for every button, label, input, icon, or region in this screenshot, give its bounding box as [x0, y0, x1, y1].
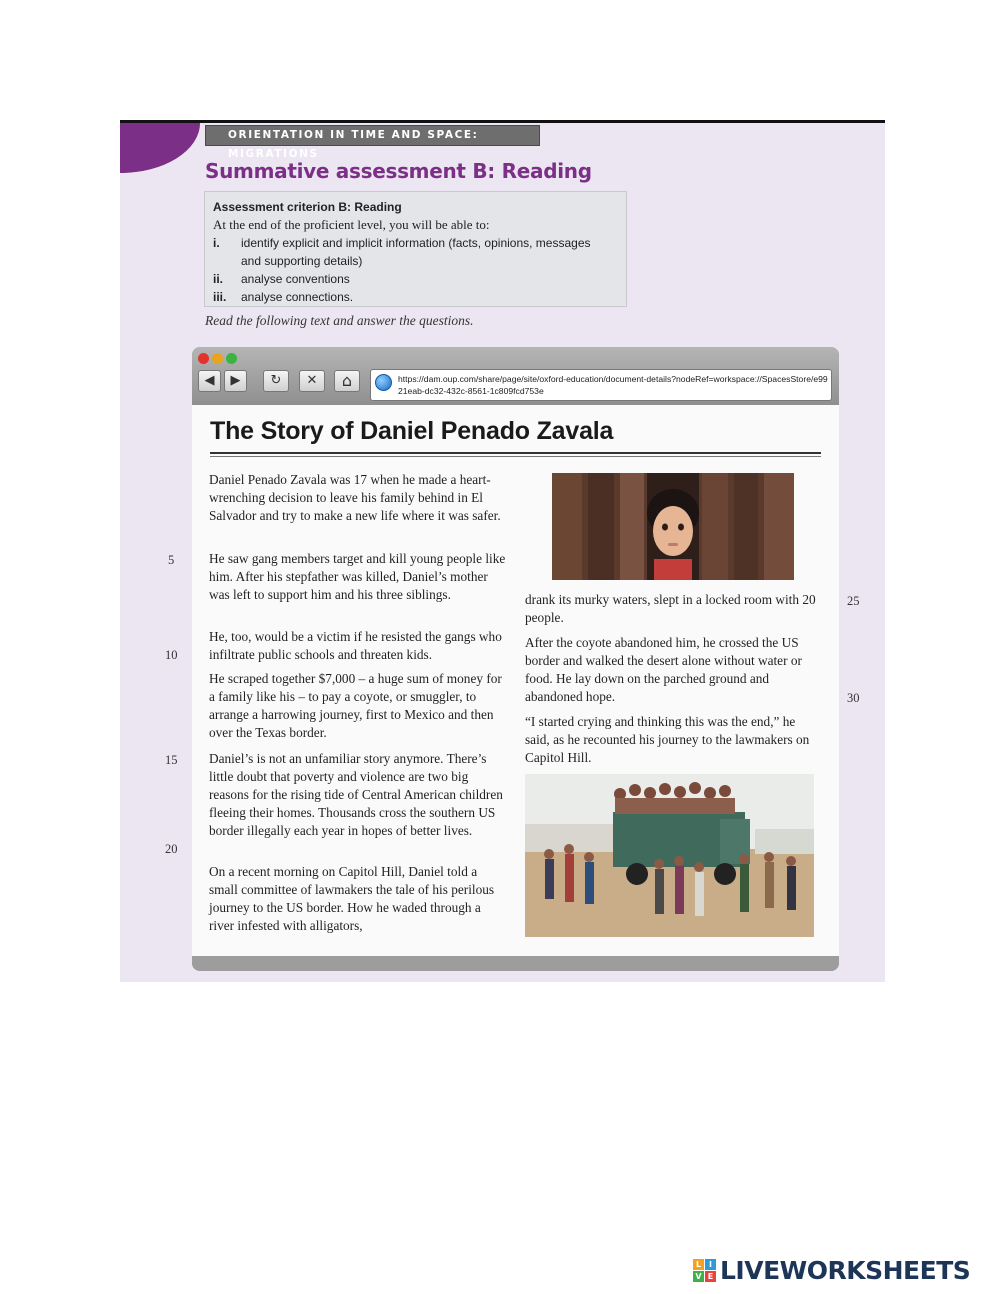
criteria-item — [213, 234, 618, 252]
article-paragraph: Daniel’s is not an unfamiliar story anymore. There’s little doubt that poverty and violence are two big reasons for the rising tide of Central American children fleeing their homes. Thousands cross the southern US border illegally each year in hopes of better lives. — [209, 751, 503, 838]
section-strip: ORIENTATION IN TIME AND SPACE: MIGRATIONS — [205, 125, 540, 146]
criteria-item — [213, 288, 618, 306]
criteria-item-number: ii. — [213, 272, 224, 286]
logo-tile: I — [705, 1259, 716, 1270]
stop-button[interactable]: ✕ — [299, 370, 325, 392]
logo-tiles-icon — [693, 1259, 716, 1282]
title-divider — [210, 452, 821, 454]
address-bar[interactable] — [370, 369, 832, 401]
criteria-item — [213, 270, 618, 288]
logo-text: LIVEWORKSHEETS — [720, 1255, 971, 1285]
criteria-title: Assessment criterion B: Reading — [213, 200, 402, 214]
forward-button[interactable]: ▶ — [224, 370, 247, 392]
criteria-item-text: identify explicit and implicit information (facts, opinions, messages — [241, 236, 591, 250]
logo-tile: V — [693, 1271, 704, 1282]
title-divider-thin — [210, 456, 821, 457]
page-title: Summative assessment B: Reading — [205, 159, 592, 183]
criteria-item-number: iii. — [213, 290, 227, 304]
close-window-dot-icon[interactable] — [198, 353, 209, 364]
criteria-item-text: analyse conventions — [241, 272, 350, 286]
criteria-item-text: analyse connections. — [241, 290, 354, 304]
article-paragraph: He saw gang members target and kill young people like him. After his stepfather was killed, Daniel’s mother was left to support him and his three siblings. — [209, 551, 506, 602]
line-number-10: 10 — [165, 648, 178, 662]
url-text: https://dam.oup.com/share/page/site/oxford-education/document-details?nodeRef=workspace://SpacesStore/e9921eab-dc32-432c-8561-1c809fcd753e — [398, 374, 828, 396]
criteria-item — [213, 252, 618, 270]
article-paragraph: After the coyote abandoned him, he crossed the US border and walked the desert alone without water or food. He lay down on the parched ground and abandoned hope. — [525, 635, 802, 704]
article-title: The Story of Daniel Penado Zavala — [210, 417, 614, 445]
logo-tile: L — [693, 1259, 704, 1270]
browser-toolbar — [192, 347, 839, 405]
article-paragraph: He, too, would be a victim if he resisted the gangs who infiltrate public schools and threaten kids. — [209, 629, 502, 662]
browser-footer-bar — [192, 956, 839, 971]
globe-icon — [375, 374, 392, 391]
home-button[interactable]: ⌂ — [334, 370, 360, 392]
reload-button[interactable]: ↻ — [263, 370, 289, 392]
criteria-item-text: and supporting details) — [241, 254, 363, 268]
liveworksheets-logo — [693, 1256, 970, 1284]
criteria-item-number: i. — [213, 236, 220, 250]
criteria-intro: At the end of the proficient level, you will be able to: — [213, 217, 490, 232]
child-behind-fence-photo — [552, 473, 794, 580]
line-number-15: 15 — [165, 753, 178, 767]
line-number-25: 25 — [847, 594, 860, 608]
article-content — [192, 405, 839, 956]
article-paragraph: On a recent morning on Capitol Hill, Daniel told a small committee of lawmakers the tale of his perilous journey to the US border. How he waded through a river infested with alligators, — [209, 864, 495, 933]
back-button[interactable]: ◀ — [198, 370, 221, 392]
migrants-on-truck-photo — [525, 774, 814, 937]
browser-window-illustration — [192, 347, 839, 971]
article-paragraph: drank its murky waters, slept in a locked room with 20 people. — [525, 592, 816, 625]
article-paragraph: Daniel Penado Zavala was 17 when he made a heart-wrenching decision to leave his family behind in El Salvador and try to make a new life where it was safer. — [209, 472, 501, 523]
criteria-item-number — [213, 252, 241, 270]
article-paragraph: “I started crying and thinking this was the end,” he said, as he recounted his journey to the lawmakers on Capitol Hill. — [525, 714, 810, 765]
minimize-window-dot-icon[interactable] — [212, 353, 223, 364]
logo-tile: E — [705, 1271, 716, 1282]
article-paragraph: He scraped together $7,000 – a huge sum of money for a family like his – to pay a coyote, or smuggler, to arrange a harrowing journey, first to Mexico and then over the Texas border. — [209, 671, 502, 740]
line-number-5: 5 — [168, 553, 175, 567]
assessment-criteria-box — [204, 191, 627, 307]
line-number-20: 20 — [165, 842, 178, 856]
line-number-30: 30 — [847, 691, 860, 705]
purple-corner-decoration — [120, 123, 200, 173]
maximize-window-dot-icon[interactable] — [226, 353, 237, 364]
reading-instruction: Read the following text and answer the questions. — [205, 313, 474, 328]
